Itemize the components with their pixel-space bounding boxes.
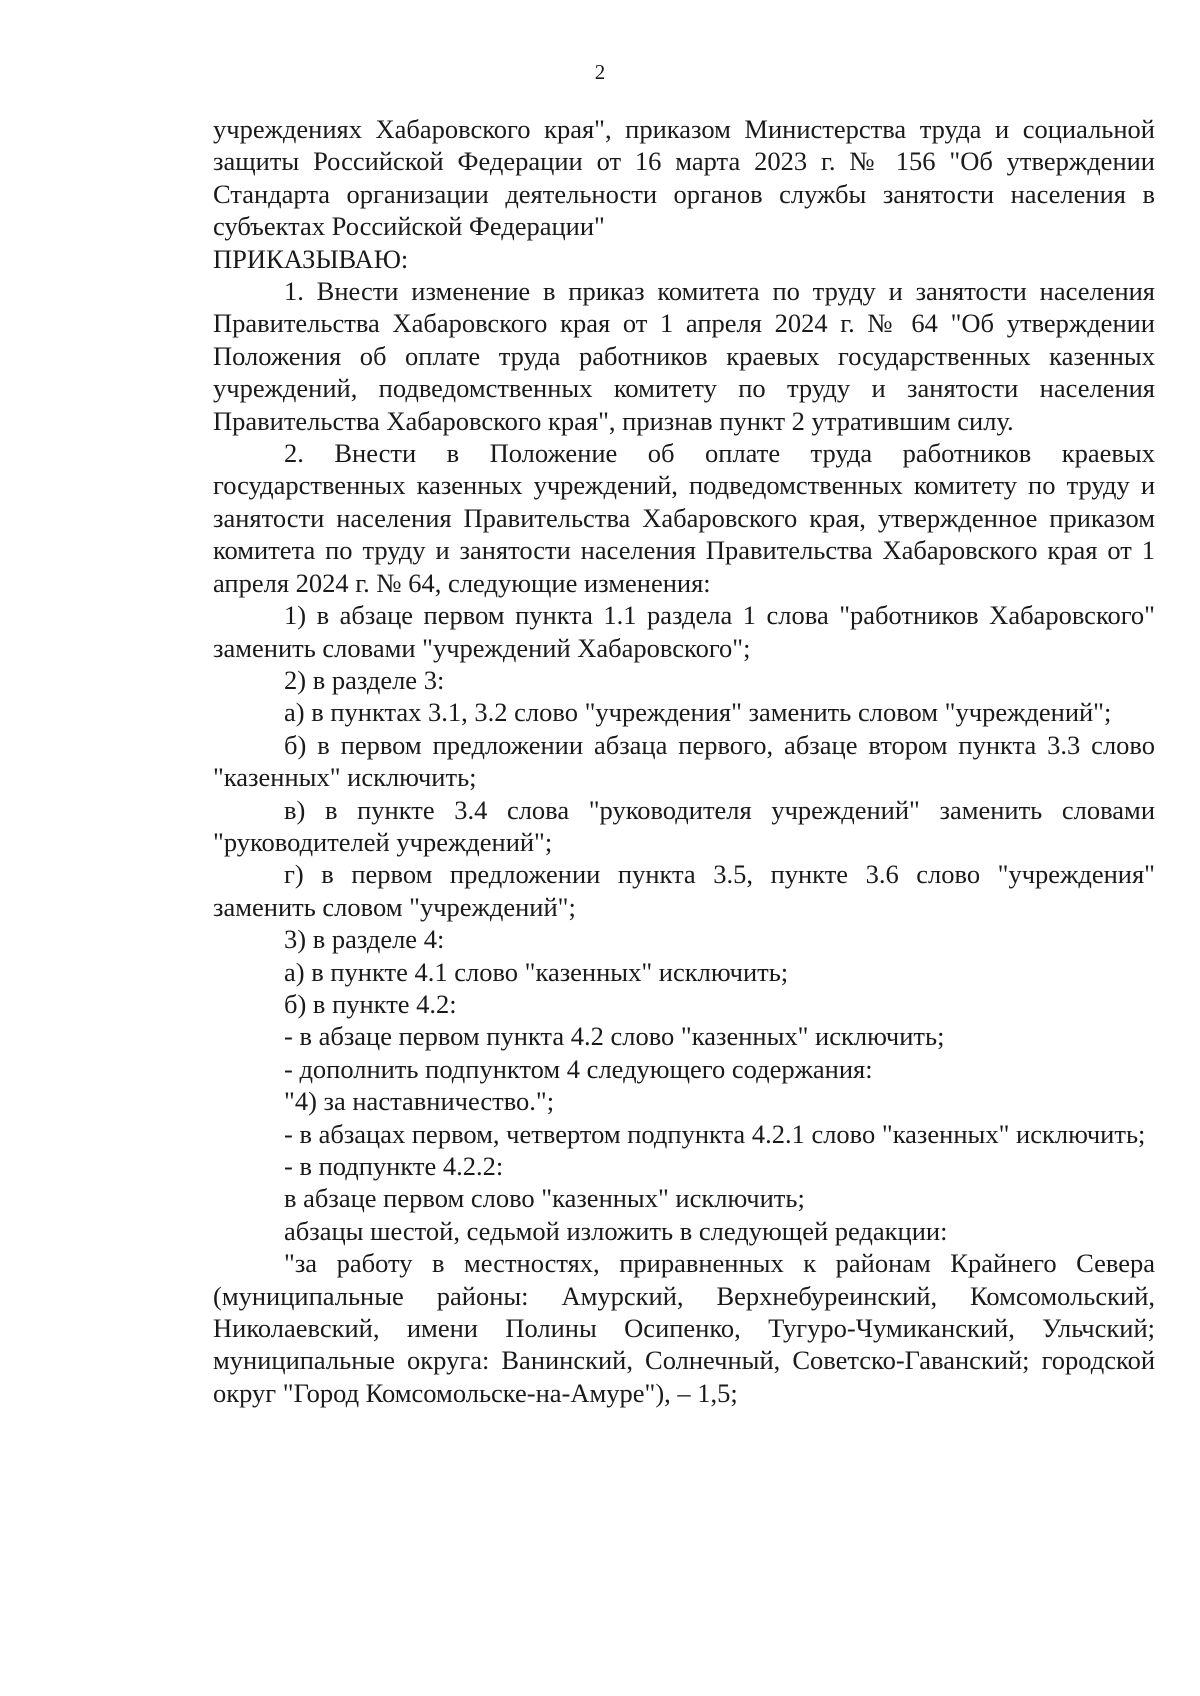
- paragraph-dash-add-subitem-4: - дополнить подпунктом 4 следующего содержания:: [284, 1053, 873, 1084]
- paragraph-quote-mentoring: "4) за наставничество.";: [284, 1086, 555, 1117]
- page-number: 2: [594, 60, 606, 84]
- document-body: [213, 113, 1155, 1409]
- paragraph-4-2-2-sixth-seventh: абзацы шестой, седьмой изложить в следующей редакции:: [284, 1215, 948, 1246]
- paragraph-subitem-2v: в) в пункте 3.4 слова "руководителя учреждений" заменить словами "руководителей учреждений";: [213, 794, 1155, 857]
- paragraph-4-2-2-first: в абзаце первом слово "казенных" исключить;: [284, 1183, 805, 1214]
- paragraph-dash-4-2-first: - в абзаце первом пункта 4.2 слово "казенных" исключить;: [284, 1021, 945, 1052]
- paragraph-quote-far-north: "за работу в местностях, приравненных к районам Крайнего Севера (муниципальные районы: Амурский, Верхнебуреинский, Комсомольский, Николаевский, имени Полины Осипенко, Тугуро-Чумиканский, Ульчский; муниципальные округа: Ванинский, Солнечный, Советско-Гаванский; городской округ "Город Комсомольске-на-Амуре"), – 1,5;: [213, 1248, 1155, 1408]
- paragraph-subitem-2g: г) в первом предложении пункта 3.5, пункте 3.6 слово "учреждения" заменить словом "учреждений";: [213, 859, 1155, 922]
- paragraph-subitem-3b: б) в пункте 4.2:: [284, 988, 457, 1019]
- paragraph-legal-basis-continuation: учреждениях Хабаровского края", приказом Министерства труда и социальной защиты Российской Федерации от 16 марта 2023 г. № 156 "Об утверждении Стандарта организации деятельности органов службы занятости населения в субъектах Российской Федерации": [213, 114, 1155, 242]
- paragraph-item-2: 2. Внести в Положение об оплате труда работников краевых государственных казенных учреждений, подведомственных комитету по труду и занятости населения Правительства Хабаровского края, утвержденное приказом комитета по труду и занятости населения Правительства Хабаровского края от 1 апреля 2024 г. № 64, следующие изменения:: [213, 438, 1155, 598]
- paragraph-subitem-2a: а) в пунктах 3.1, 3.2 слово "учреждения" заменить словом "учреждений";: [284, 697, 1112, 728]
- paragraph-subitem-2b: б) в первом предложении абзаца первого, абзаце втором пункта 3.3 слово "казенных" исключить;: [213, 729, 1155, 793]
- paragraph-subitem-3a: а) в пункте 4.1 слово "казенных" исключить;: [284, 956, 789, 987]
- paragraph-subitem-2: 2) в разделе 3:: [284, 664, 445, 695]
- paragraph-subitem-1: 1) в абзаце первом пункта 1.1 раздела 1 слова "работников Хабаровского" заменить словами "учреждений Хабаровского";: [213, 600, 1155, 663]
- paragraph-dash-4-2-1: - в абзацах первом, четвертом подпункта 4.2.1 слово "казенных" исключить;: [284, 1118, 1146, 1149]
- paragraph-item-1: 1. Внести изменение в приказ комитета по труду и занятости населения Правительства Хабаровского края от 1 апреля 2024 г. № 64 "Об утверждении Положения об оплате труда работников краевых государственных казенных учреждений, подведомственных комитету по труду и занятости населения Правительства Хабаровского края", признав пункт 2 утратившим силу.: [213, 276, 1155, 436]
- paragraph-subitem-3: 3) в разделе 4:: [284, 924, 445, 955]
- paragraph-order-heading: ПРИКАЗЫВАЮ:: [213, 243, 409, 274]
- paragraph-dash-4-2-2: - в подпункте 4.2.2:: [284, 1151, 504, 1181]
